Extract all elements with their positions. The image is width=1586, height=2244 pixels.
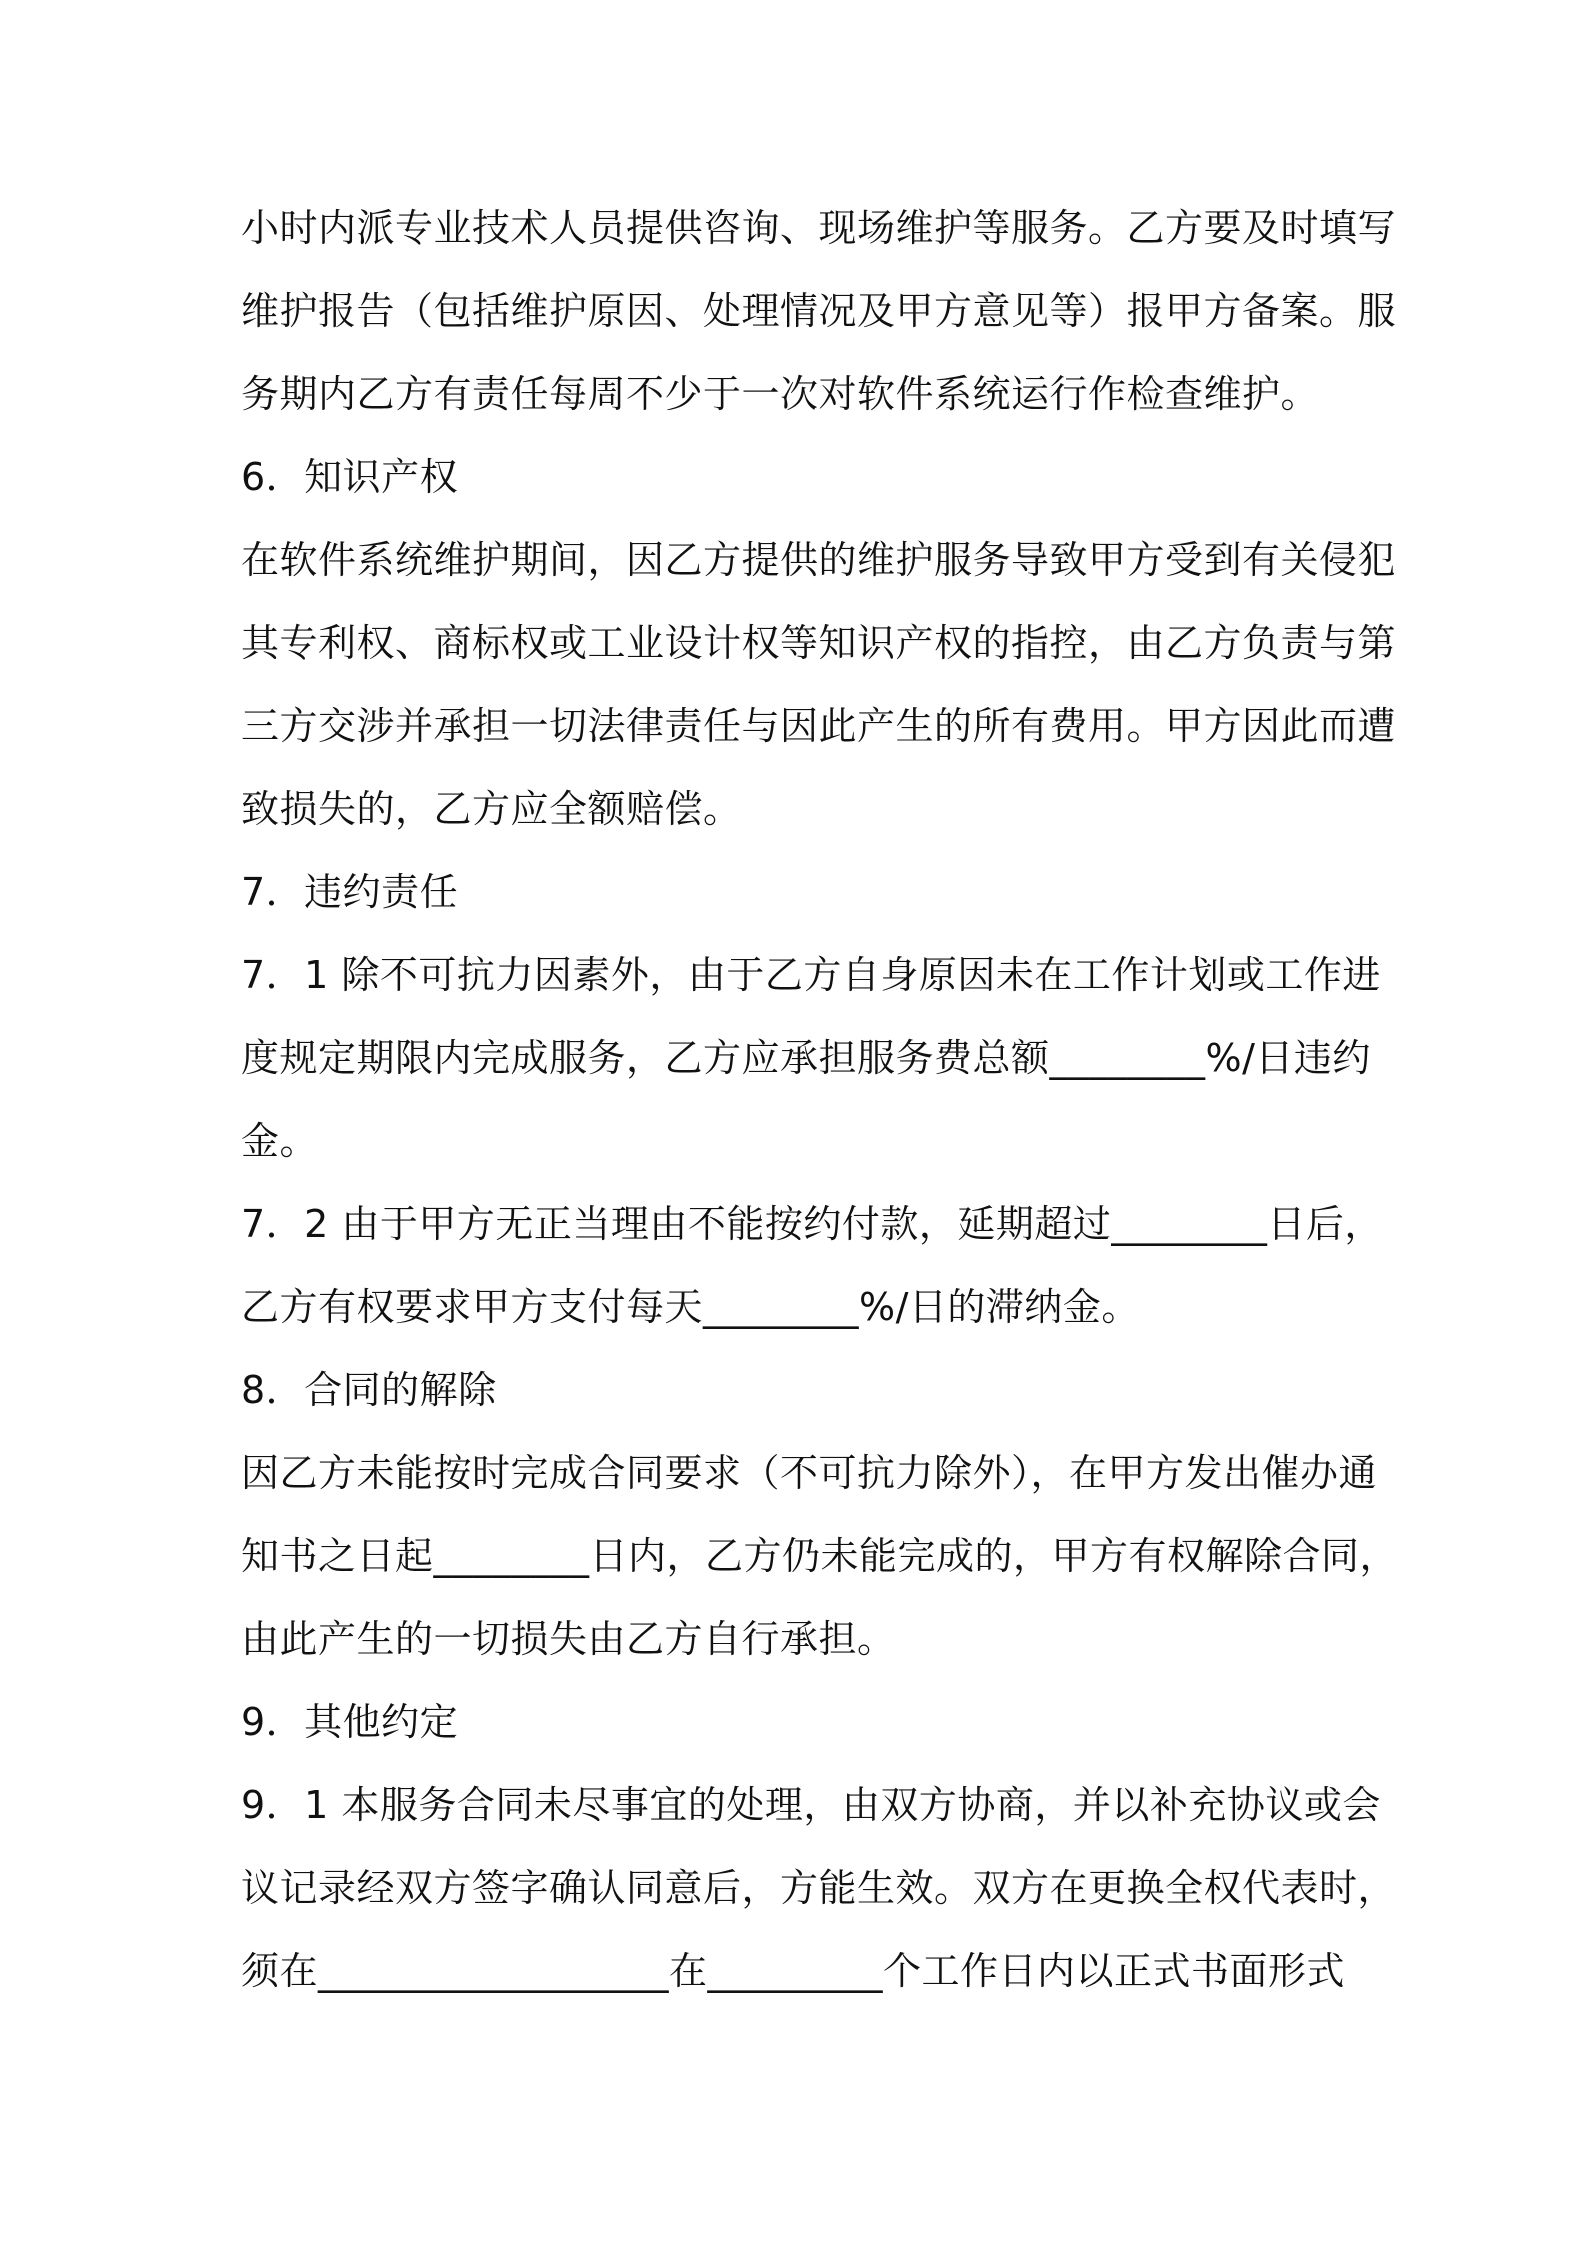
paragraph-line: 9．1 本服务合同未尽事宜的处理，由双方协商，并以补充协议或会 [241,1783,1381,1827]
paragraph-line: 三方交涉并承担一切法律责任与因此产生的所有费用。甲方因此而遭 [241,704,1397,748]
section-heading: 7．违约责任 [241,870,459,914]
paragraph-line: 致损失的，乙方应全额赔偿。 [241,787,742,831]
paragraph-line: 议记录经双方签字确认同意后，方能生效。双方在更换全权代表时， [241,1866,1397,1910]
paragraph-line: 知书之日起________日内，乙方仍未能完成的，甲方有权解除合同， [241,1534,1399,1578]
paragraph-line: 因乙方未能按时完成合同要求（不可抗力除外），在甲方发出催办通 [241,1451,1378,1495]
paragraph-line: 由此产生的一切损失由乙方自行承担。 [241,1617,896,1661]
section-heading: 6．知识产权 [241,455,459,499]
paragraph-line: 7．2 由于甲方无正当理由不能按约付款，延期超过________日后， [241,1202,1383,1246]
section-heading: 9．其他约定 [241,1700,459,1744]
paragraph-line: 乙方有权要求甲方支付每天________%/日的滞纳金。 [241,1285,1140,1329]
paragraph-line: 须在__________________在_________个工作日内以正式书面形式 [241,1949,1346,1993]
paragraph-line: 7．1 除不可抗力因素外，由于乙方自身原因未在工作计划或工作进 [241,953,1381,997]
paragraph-line: 其专利权、商标权或工业设计权等知识产权的指控，由乙方负责与第 [241,621,1397,665]
paragraph-line: 金。 [241,1119,319,1163]
paragraph-line: 在软件系统维护期间，因乙方提供的维护服务导致甲方受到有关侵犯 [241,538,1397,582]
paragraph-line: 小时内派专业技术人员提供咨询、现场维护等服务。乙方要及时填写 [241,206,1397,250]
paragraph-line: 度规定期限内完成服务，乙方应承担服务费总额________%/日违约 [241,1036,1371,1080]
paragraph-line: 务期内乙方有责任每周不少于一次对软件系统运行作检查维护。 [241,372,1320,416]
paragraph-line: 维护报告（包括维护原因、处理情况及甲方意见等）报甲方备案。服 [241,289,1397,333]
section-heading: 8．合同的解除 [241,1368,497,1412]
